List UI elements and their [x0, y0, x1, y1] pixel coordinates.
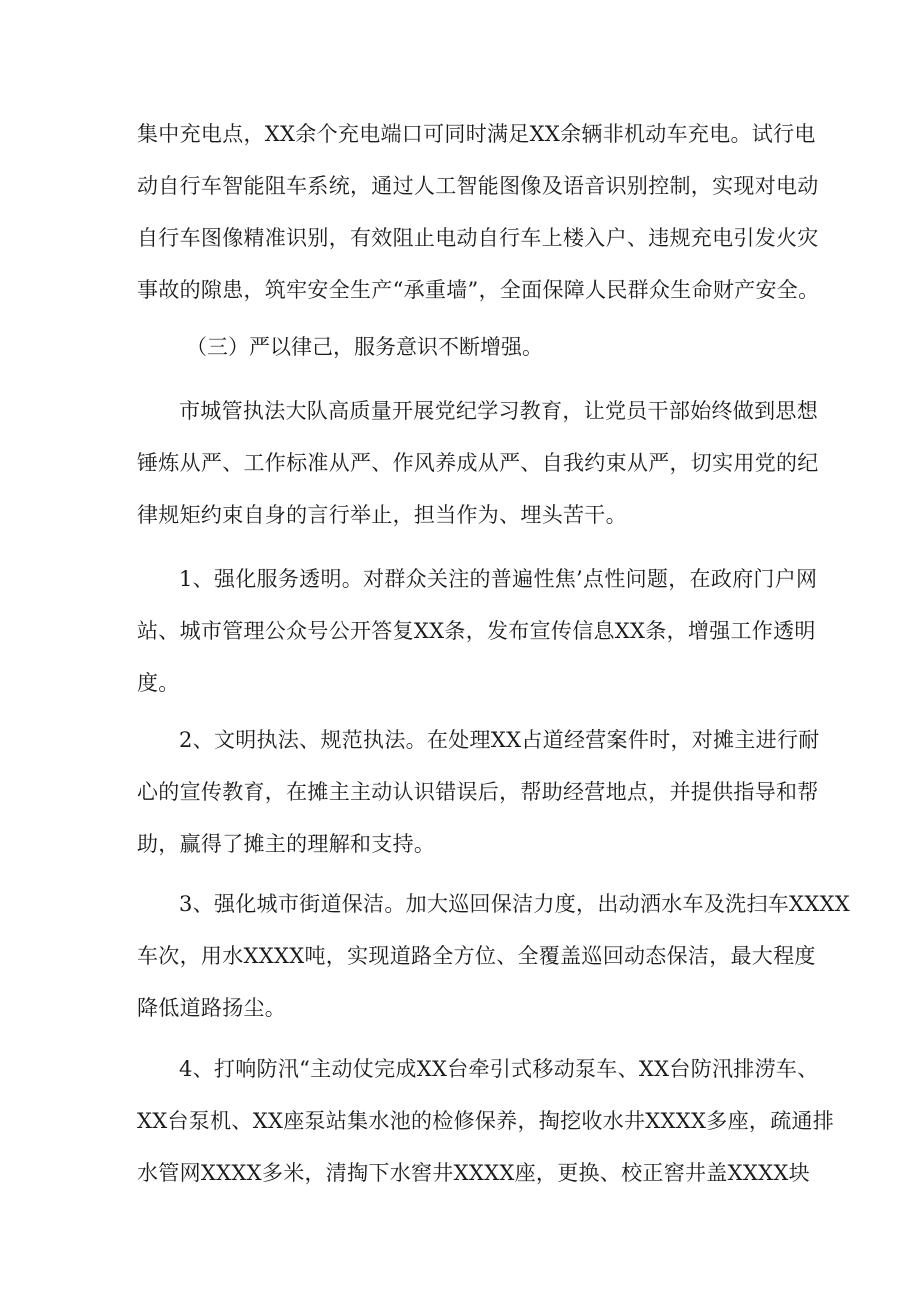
list-item-1-service-transparency — [137, 553, 818, 709]
text-line: 降低道路扬尘。 — [137, 996, 287, 1020]
text-line: 度。 — [137, 671, 180, 695]
section-heading-3 — [186, 321, 543, 373]
text-line: 2、文明执法、规范执法。在处理XX占道经营案件时，对摊主进行耐 — [179, 728, 820, 752]
text-line: 车次，用水XXXX吨，实现道路全方位、全覆盖巡回动态保洁，最大程度 — [137, 944, 816, 968]
text-line: 自行车图像精准识别，有效阻止电动自行车上楼入户、违规充电引发火灾 — [137, 226, 819, 250]
paragraph-charging-points — [137, 108, 820, 316]
text-line: 律规矩约束自身的言行举止，担当作为、埋头苦干。 — [137, 503, 627, 527]
text-line: 4、打响防汛“主动仗完成XX台牵引式移动泵车、XX台防汛排涝车、 — [179, 1057, 819, 1081]
list-item-3-street-cleaning — [137, 878, 851, 1034]
list-item-2-civilized-enforcement — [137, 714, 820, 870]
text-line: 市城管执法大队高质量开展党纪学习教育，让党员干部始终做到思想 — [179, 399, 818, 423]
text-line: 心的宣传教育，在摊主主动认识错误后，帮助经营地点，并提供指导和帮 — [137, 780, 819, 804]
text-line: 事故的隙患，筑牢安全生产“承重墙”，全面保障人民群众生命财产安全。 — [137, 278, 820, 302]
paragraph-discipline-education — [137, 385, 819, 541]
text-line: 助，赢得了摊主的理解和支持。 — [137, 832, 436, 856]
text-line: 1、强化服务透明。对群众关注的普遍性焦’点性问题，在政府门户网 — [179, 567, 818, 591]
text-line: XX台泵机、XX座泵站集水池的检修保养，掏挖收水井XXXX多座，疏通排 — [137, 1109, 835, 1133]
list-item-4-flood-prevention — [137, 1043, 835, 1199]
heading-text: （三）严以律己，服务意识不断增强。 — [186, 335, 543, 359]
text-line: 集中充电点，XX余个充电端口可同时满足XX余辆非机动车充电。试行电 — [137, 122, 816, 146]
text-line: 锤炼从严、工作标准从严、作风养成从严、自我约束从严，切实用党的纪 — [137, 451, 819, 475]
text-line: 3、强化城市街道保洁。加大巡回保洁力度，出动洒水车及洗扫车XXXX — [179, 892, 851, 916]
text-line: 水管网XXXX多米，清掏下水窖井XXXX座，更换、校正窖井盖XXXX块 — [137, 1161, 810, 1185]
text-line: 站、城市管理公众号公开答复XX条，发布宣传信息XX条，增强工作透明 — [137, 619, 816, 643]
text-line: 动自行车智能阻车系统，通过人工智能图像及语音识别控制，实现对电动 — [137, 174, 819, 198]
